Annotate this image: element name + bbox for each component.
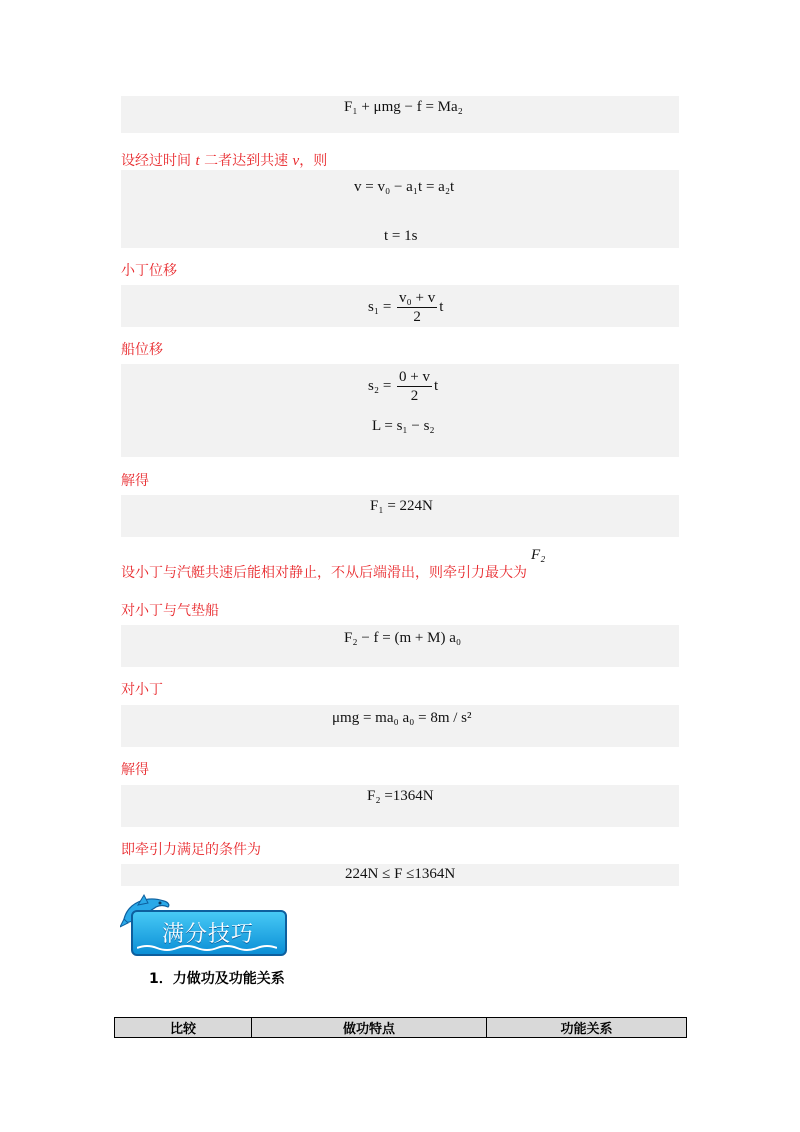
text-part: 设小丁与汽艇共速后能相对静止，不从后端滑出，则牵引力最大为 bbox=[121, 565, 527, 581]
numerator: 0 + v bbox=[399, 369, 430, 385]
equation-5 bbox=[368, 368, 438, 405]
denominator: 2 bbox=[413, 309, 421, 325]
text-common-speed bbox=[121, 150, 327, 170]
fraction bbox=[397, 289, 437, 326]
equation-3: t = 1s bbox=[384, 228, 418, 244]
var-t: t bbox=[195, 153, 200, 169]
equation-2: v = v₀ − a₁t = a₂t bbox=[354, 179, 455, 195]
equation-8: F₂ − f = (m + M) a₀ bbox=[344, 630, 462, 646]
denominator: 2 bbox=[410, 388, 419, 404]
table-header: 功能关系 bbox=[487, 1018, 687, 1038]
fraction bbox=[397, 368, 432, 405]
text-solve-2: 解得 bbox=[121, 762, 149, 778]
equation-7: F₁ = 224N bbox=[370, 498, 433, 514]
text-part: 设经过时间 bbox=[121, 153, 196, 169]
numerator: v₀ + v bbox=[399, 290, 436, 306]
text-boat-displacement: 船位移 bbox=[121, 342, 163, 358]
tips-badge-label: 满分技巧 bbox=[162, 922, 255, 947]
eq5-rhs: t bbox=[434, 377, 439, 394]
eq4-lhs: s₁ = bbox=[368, 298, 392, 315]
equation-10: F₂ =1364N bbox=[367, 788, 434, 804]
inline-F2: F₂ bbox=[531, 547, 546, 563]
text-solve-1: 解得 bbox=[121, 473, 149, 489]
text-xiaoding-displacement: 小丁位移 bbox=[121, 263, 177, 279]
text-part: ，则 bbox=[299, 153, 328, 169]
var-v: v bbox=[292, 153, 300, 169]
table-header: 比较 bbox=[115, 1018, 252, 1038]
text-xiaoding: 对小丁 bbox=[121, 682, 163, 698]
text-xiaoding-and-hovercraft: 对小丁与气垫船 bbox=[121, 603, 219, 619]
equation-11: 224N ≤ F ≤1364N bbox=[345, 866, 456, 882]
comparison-table bbox=[114, 1017, 687, 1038]
wave-decoration-icon bbox=[137, 944, 277, 952]
equation-4 bbox=[368, 289, 443, 326]
table-header: 做功特点 bbox=[252, 1018, 487, 1038]
equation-9: μmg = ma₀ a₀ = 8m / s² bbox=[332, 710, 472, 726]
equation-6: L = s₁ − s₂ bbox=[372, 418, 435, 434]
table-header-row bbox=[115, 1018, 687, 1038]
text-max-traction bbox=[121, 562, 527, 582]
eq5-lhs: s₂ = bbox=[368, 377, 392, 394]
equation-1: F₁ + μmg − f = Ma₂ bbox=[344, 99, 463, 115]
eq4-rhs: t bbox=[439, 298, 444, 315]
text-part: 二者达到共速 bbox=[199, 153, 293, 169]
text-traction-condition: 即牵引力满足的条件为 bbox=[121, 842, 261, 858]
section-heading: 1．力做功及功能关系 bbox=[149, 971, 285, 987]
